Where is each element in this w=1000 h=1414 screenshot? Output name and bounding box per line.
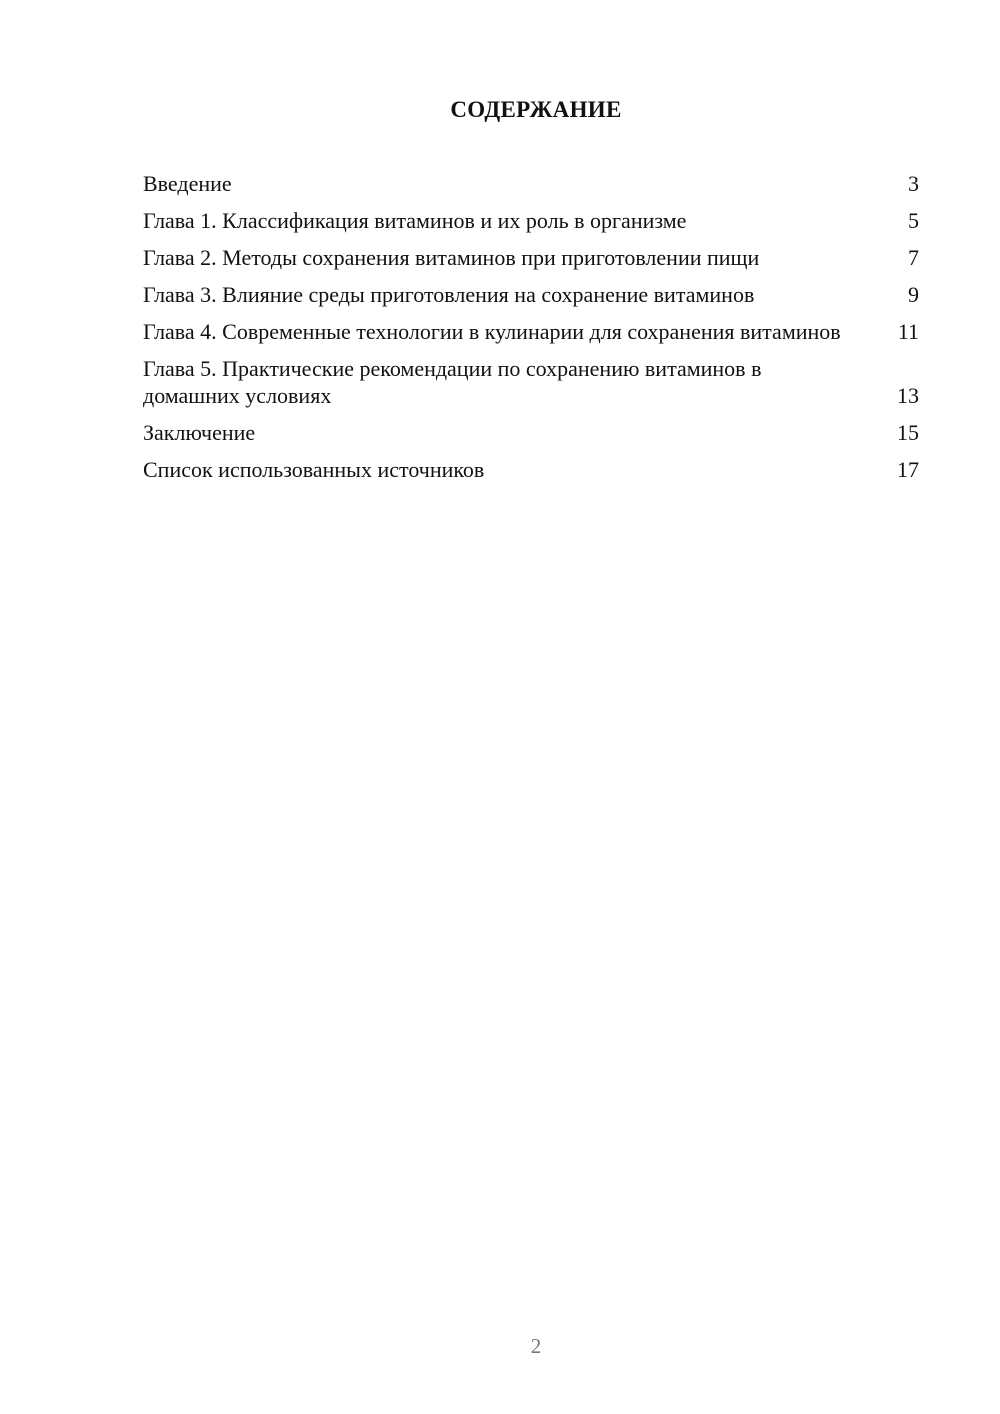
toc-entry-text: Глава 2. Методы сохранения витаминов при приготовлении пищи bbox=[143, 245, 760, 270]
table-of-contents bbox=[143, 170, 919, 493]
page-title: СОДЕРЖАНИЕ bbox=[450, 97, 622, 122]
toc-entry-page: 3 bbox=[908, 171, 919, 196]
toc-entry-page: 11 bbox=[897, 319, 919, 344]
toc-entry-page: 15 bbox=[897, 420, 919, 445]
page-number: 2 bbox=[530, 1334, 542, 1358]
toc-entry-text: Заключение bbox=[143, 420, 256, 445]
toc-entry-text: Глава 1. Классификация витаминов и их роль в организме bbox=[143, 208, 687, 233]
toc-entry bbox=[143, 456, 919, 483]
toc-entry-text: Список использованных источников bbox=[143, 457, 485, 482]
toc-entry-page: 5 bbox=[908, 208, 919, 233]
toc-entry bbox=[143, 419, 919, 446]
toc-entry bbox=[143, 244, 919, 271]
toc-entry-page: 7 bbox=[908, 245, 919, 270]
toc-entry bbox=[143, 281, 919, 308]
toc-entry-text: Введение bbox=[143, 171, 232, 196]
toc-entry-page: 13 bbox=[897, 383, 919, 408]
toc-entry bbox=[143, 355, 919, 409]
toc-entry-text: Глава 4. Современные технологии в кулинарии для сохранения витаминов bbox=[143, 319, 841, 344]
toc-entry-page: 17 bbox=[897, 457, 919, 482]
toc-entry-text: Глава 5. Практические рекомендации по сохранению витаминов в домашних условиях bbox=[143, 356, 762, 408]
toc-entry-text: Глава 3. Влияние среды приготовления на сохранение витаминов bbox=[143, 282, 755, 307]
toc-entry bbox=[143, 170, 919, 197]
toc-entry-page: 9 bbox=[908, 282, 919, 307]
toc-entry bbox=[143, 318, 919, 345]
toc-entry bbox=[143, 207, 919, 234]
